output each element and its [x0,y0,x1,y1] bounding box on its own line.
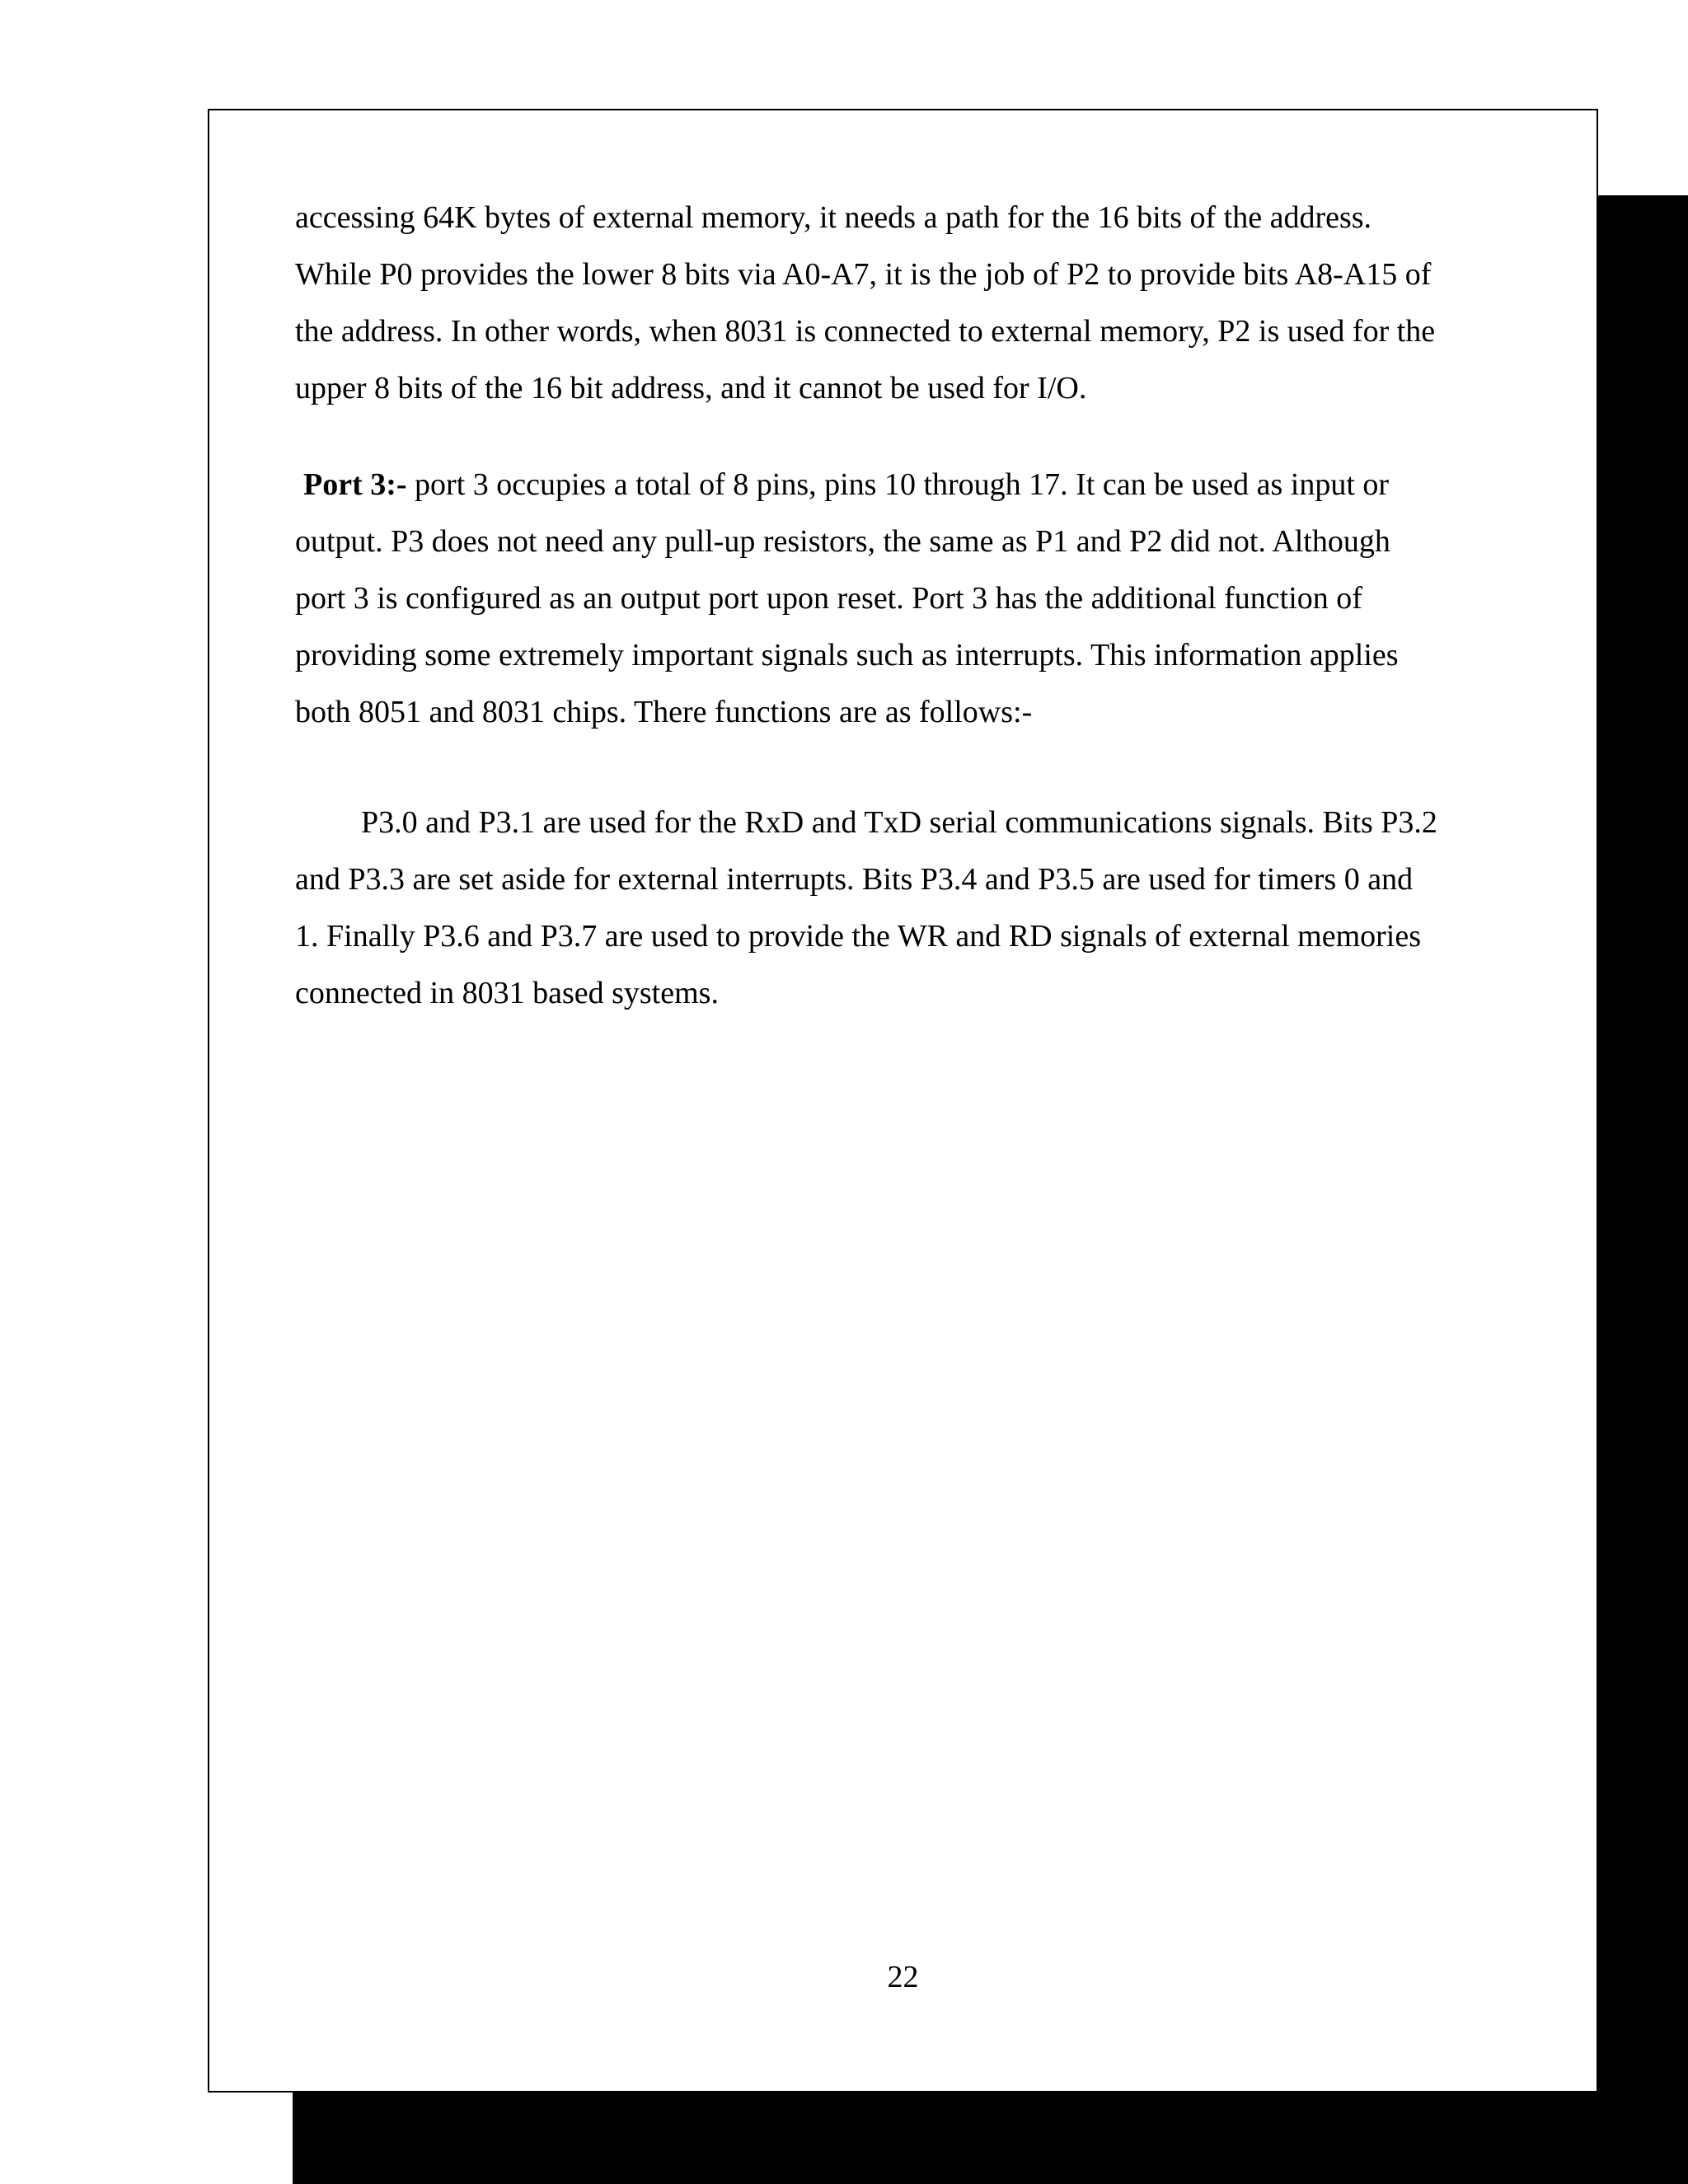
page-number: 22 [887,1960,919,1994]
text-line: P3.0 and P3.1 are used for the RxD and TxD serial communications signals. Bits P3.2 [361,805,1437,840]
port-3-heading: Port 3:- [303,467,407,502]
text-line: While P0 provides the lower 8 bits via A0-A7, it is the job of P2 to provide bits A8-A15 of [295,257,1432,292]
text-line: the address. In other words, when 8031 is connected to external memory, P2 is used for the [295,314,1436,349]
text-line: connected in 8031 based systems. [295,976,719,1010]
text-line: both 8051 and 8031 chips. There functions are as follows:- [295,695,1033,729]
text-line: and P3.3 are set aside for external interrupts. Bits P3.4 and P3.5 are used for timers 0 and [295,862,1414,897]
text-line-rest: port 3 occupies a total of 8 pins, pins 10 through 17. It can be used as input or [415,467,1390,502]
text-line: upper 8 bits of the 16 bit address, and it cannot be used for I/O. [295,371,1087,405]
text-line: providing some extremely important signals such as interrupts. This information applies [295,638,1399,673]
paragraph-external-memory [295,190,1515,417]
text-line: accessing 64K bytes of external memory, it needs a path for the 16 bits of the address. [295,200,1372,235]
paragraph-port-3 [295,457,1515,741]
document-page [208,109,1598,2093]
text-line: 1. Finally P3.6 and P3.7 are used to provide the WR and RD signals of external memories [295,919,1422,954]
paragraph-p3-functions [295,794,1515,1022]
text-line: output. P3 does not need any pull-up resistors, the same as P1 and P2 did not. Although [295,524,1390,559]
text-line: port 3 is configured as an output port upon reset. Port 3 has the additional function of [295,581,1362,616]
text-line [295,457,1515,513]
